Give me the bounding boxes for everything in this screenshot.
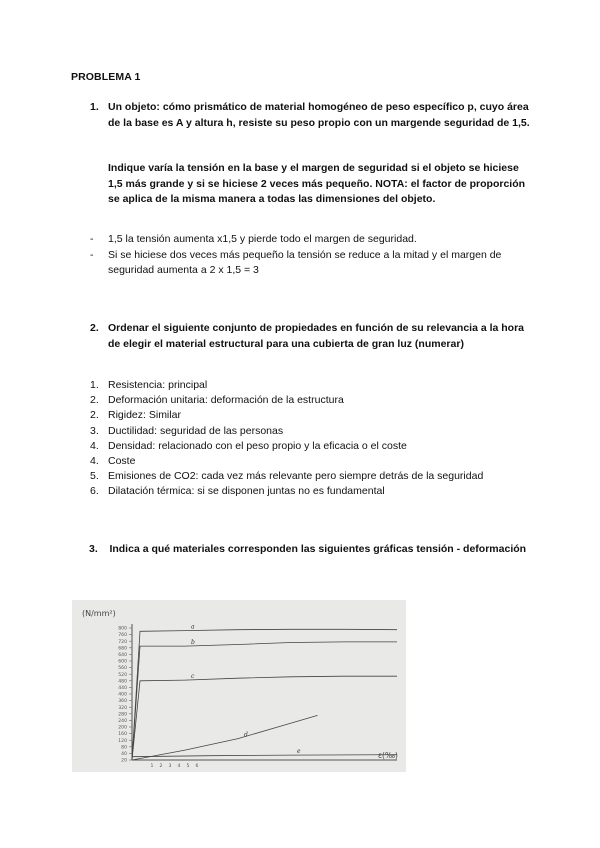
series-line-e — [132, 755, 397, 757]
y-tick-label: 440 — [118, 686, 127, 691]
series-line-b — [132, 642, 397, 760]
series-line-d — [132, 715, 318, 760]
y-tick-label: 680 — [118, 646, 127, 652]
x-tick-label: 2 — [159, 764, 163, 769]
problem-heading: PROBLEMA 1 — [71, 71, 141, 83]
y-tick-label: 760 — [118, 633, 127, 639]
question-3-text: Indica a qué materiales corresponden las siguientes gráficas tensión - deformación — [109, 543, 527, 555]
list-item: 1. Resistencia: principal — [90, 379, 208, 391]
y-tick-label: 360 — [118, 699, 127, 705]
y-tick-label: 160 — [118, 732, 127, 738]
question-1-instruction: Indique varía la tensión en la base y el margen de seguridad si el objeto se hiciese 1,5 más grande y si se hiciese 2 veces más pequeño. NOTA: el factor de proporción se aplica de la misma manera a todas las dimensiones del objeto. — [108, 162, 526, 205]
y-tick-label: 40 — [121, 752, 127, 757]
list-item: 4. Coste — [90, 455, 136, 468]
question-2-number: 2. — [90, 322, 99, 334]
y-tick-label: 480 — [118, 679, 127, 685]
list-item: 5. Emisiones de CO2: cada vez más relevante pero siempre detrás de la seguridad — [90, 470, 484, 483]
y-tick-label: 240 — [118, 719, 127, 724]
y-tick-label: 800 — [118, 626, 127, 632]
y-tick-label: 280 — [118, 712, 127, 718]
question-2 — [90, 321, 530, 352]
x-tick-label: 1 — [150, 764, 154, 769]
y-tick-label: 320 — [118, 705, 127, 711]
list-item: 2. Deformación unitaria: deformación de la estructura — [90, 394, 344, 407]
y-tick-label: 520 — [118, 672, 127, 678]
x-tick-label: 4 — [177, 764, 181, 769]
x-axis-label: ε(‰) — [378, 751, 398, 760]
question-1-number: 1. — [90, 101, 99, 113]
x-tick-label: 3 — [168, 764, 172, 769]
series-line-c — [132, 676, 397, 760]
y-tick-label: 120 — [118, 738, 127, 744]
series-label-e: e — [297, 748, 301, 756]
y-tick-label: 640 — [118, 653, 127, 658]
series-label-c: c — [191, 673, 195, 681]
y-tick-label: 20 — [121, 758, 127, 764]
answer-item: - 1,5 la tensión aumenta x1,5 y pierde todo el margen de seguridad. — [90, 233, 417, 245]
y-axis-label: (N/mm²) — [82, 609, 116, 618]
answer-item: - Si se hiciese dos veces más pequeño la tensión se reduce a la mitad y el margen de seguridad aumenta a 2 x 1,5 = 3 — [90, 248, 502, 276]
x-tick-label: 6 — [195, 764, 199, 769]
question-2-text: Ordenar el siguiente conjunto de propiedades en función de su relevancia a la hora de elegir el material estructural para una cubierta de gran luz (numerar) — [108, 322, 525, 350]
question-3-number: 3. — [89, 543, 98, 555]
series-label-d: d — [244, 731, 248, 739]
series-label-a: a — [191, 623, 195, 631]
y-tick-label: 560 — [118, 666, 127, 672]
list-item: 3. Ductilidad: seguridad de las personas — [90, 424, 284, 437]
y-tick-label: 720 — [118, 639, 127, 645]
y-tick-label: 400 — [118, 692, 127, 698]
y-tick-label: 600 — [118, 659, 127, 665]
series-label-b: b — [191, 639, 195, 647]
x-tick-label: 5 — [186, 764, 190, 769]
question-1-answers — [90, 232, 530, 279]
list-item: 4. Densidad: relacionado con el peso propio y la eficacia o el coste — [90, 439, 407, 452]
question-1 — [90, 100, 530, 131]
stress-strain-chart — [72, 600, 406, 772]
y-tick-label: 80 — [121, 745, 127, 751]
question-1-text: Un objeto: cómo prismático de material homogéneo de peso específico p, cuyo área de la base es A y altura h, resiste su peso propio con un margende seguridad de 1,5. — [108, 101, 530, 129]
stress-strain-chart-image — [72, 600, 406, 772]
y-tick-label: 200 — [118, 725, 127, 731]
series-line-a — [132, 629, 397, 760]
list-item: 2. Rigidez: Similar — [90, 409, 181, 422]
question-3 — [71, 542, 531, 558]
properties-list — [90, 378, 550, 500]
list-item: 6. Dilatación térmica: si se disponen juntas no es fundamental — [90, 485, 385, 498]
